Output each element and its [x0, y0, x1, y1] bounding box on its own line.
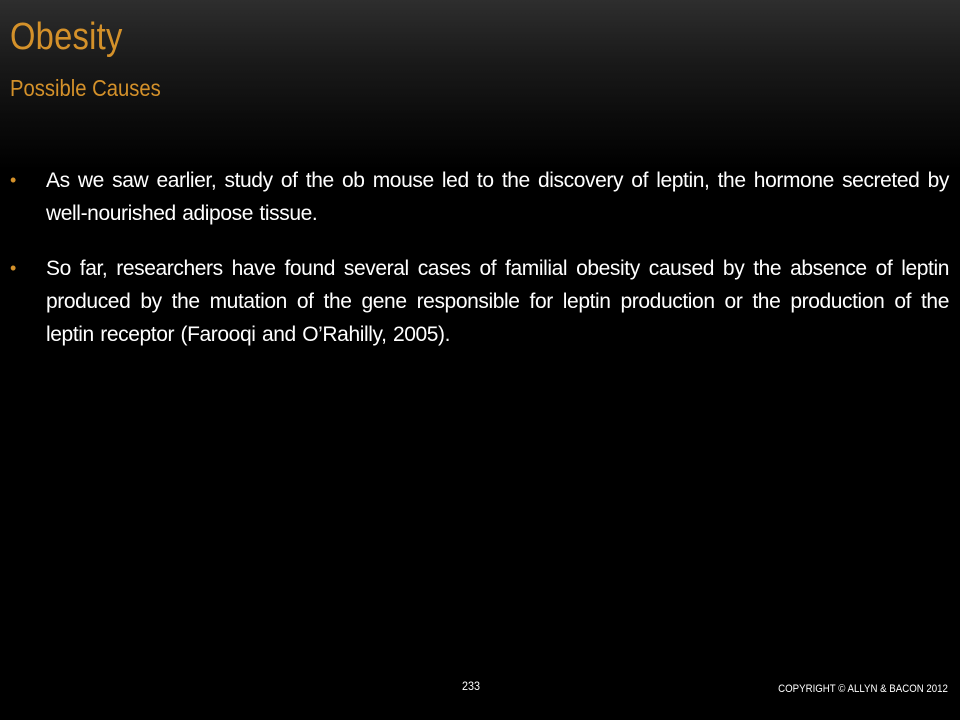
bullet-item: [10, 252, 949, 351]
bullet-text: As we saw earlier, study of the ob mouse led to the discovery of leptin, the hormone secreted by well-nourished adipose tissue.: [46, 169, 949, 225]
copyright-notice: COPYRIGHT © ALLYN & BACON 2012: [778, 683, 948, 695]
slide-subtitle: Possible Causes: [10, 75, 161, 101]
bullet-text: So far, researchers have found several cases of familial obesity caused by the absence of leptin produced by the mutation of the gene responsible for leptin production or the production of the leptin receptor (Farooqi and O’Rahilly, 2005).: [46, 257, 949, 346]
bullet-dot-icon: •: [10, 258, 16, 278]
bullet-list: [10, 164, 949, 373]
bullet-dot-icon: •: [10, 170, 16, 190]
page-number: 233: [462, 679, 481, 693]
slide-title: Obesity: [10, 16, 123, 58]
bullet-item: [10, 164, 949, 230]
